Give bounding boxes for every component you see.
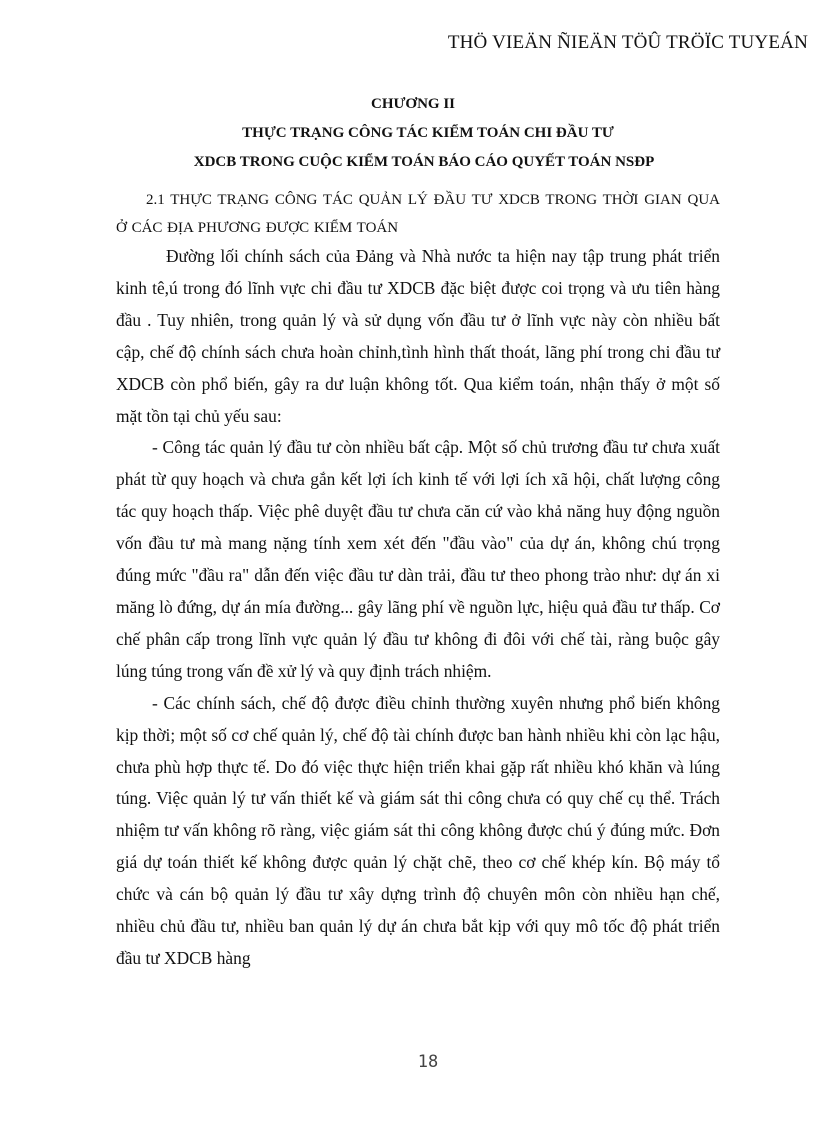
- chapter-title-block: [0, 90, 816, 177]
- library-header: THÖ VIEÄN ÑIEÄN TÖÛ TRÖÏC TUYEÁN: [447, 32, 808, 53]
- page-number: 18: [417, 1052, 439, 1072]
- paragraph: Đường lối chính sách của Đảng và Nhà nước ta hiện nay tập trung phát triển kinh tê,ú trong đó lĩnh vực chi đầu tư XDCB đặc biệt được coi trọng và ưu tiên hàng đầu . Tuy nhiên, trong quản lý và sử dụng vốn đầu tư ở lĩnh vực này còn nhiều bất cập, chế độ chính sách chưa hoàn chỉnh,tình hình thất thoát, lãng phí trong chi đầu tư XDCB còn phổ biến, gây ra dư luận không tốt. Qua kiểm toán, nhận thấy ở một số mặt tồn tại chủ yếu sau:: [116, 246, 720, 426]
- body-text: [116, 241, 720, 975]
- paragraph: - Công tác quản lý đầu tư còn nhiều bất cập. Một số chủ trương đầu tư chưa xuất phát từ quy hoạch và chưa gắn kết lợi ích kinh tế với lợi ích xã hội, chất lượng công tác quy hoạch thấp. Việc phê duyệt đầu tư chưa căn cứ vào khả năng huy động nguồn vốn đầu tư mà mang nặng tính xem xét đến "đầu vào" của dự án, không chú trọng đúng mức "đầu ra" dẫn đến việc đầu tư dàn trải, đầu tư theo phong trào như: dự án xi măng lò đứng, dự án mía đường... gây lãng phí về nguồn lực, hiệu quả đầu tư thấp. Cơ chế phân cấp trong lĩnh vực quản lý đầu tư không đi đôi với chế tài, ràng buộc gây lúng túng trong vấn đề xử lý và quy định trách nhiệm.: [116, 437, 720, 681]
- chapter-title-line-2: XDCB TRONG CUỘC KIỂM TOÁN BÁO CÁO QUYẾT TOÁN NSĐP: [193, 154, 655, 170]
- paragraph: - Các chính sách, chế độ được điều chỉnh thường xuyên nhưng phổ biến không kịp thời; một số cơ chế quản lý, chế độ tài chính được ban hành nhiều khi còn lạc hậu, chưa phù hợp thực tế. Do đó việc thực hiện triển khai gặp rất nhiều khó khăn và lúng túng. Việc quản lý tư vấn thiết kế và giám sát thi công chưa có quy chế cụ thể. Trách nhiệm tư vấn không rõ ràng, việc giám sát thi công không được chú ý đúng mức. Đơn giá dự toán thiết kế không được quản lý chặt chẽ, theo cơ chế khép kín. Bộ máy tổ chức và cán bộ quản lý đầu tư xây dựng trình độ chuyên môn còn nhiều hạn chế, nhiều chủ đầu tư, nhiều ban quản lý dự án chưa bắt kịp với quy mô tốc độ phát triển đầu tư XDCB hàng: [116, 692, 720, 968]
- chapter-title-line-1: THỰC TRẠNG CÔNG TÁC KIỂM TOÁN CHI ĐẦU TƯ: [242, 125, 614, 141]
- chapter-number: CHƯƠNG II: [370, 96, 456, 112]
- section-heading: 2.1 THỰC TRẠNG CÔNG TÁC QUẢN LÝ ĐẦU TƯ XDCB TRONG THỜI GIAN QUA Ở CÁC ĐỊA PHƯƠNG ĐƯỢC KIỂM TOÁN: [116, 192, 720, 236]
